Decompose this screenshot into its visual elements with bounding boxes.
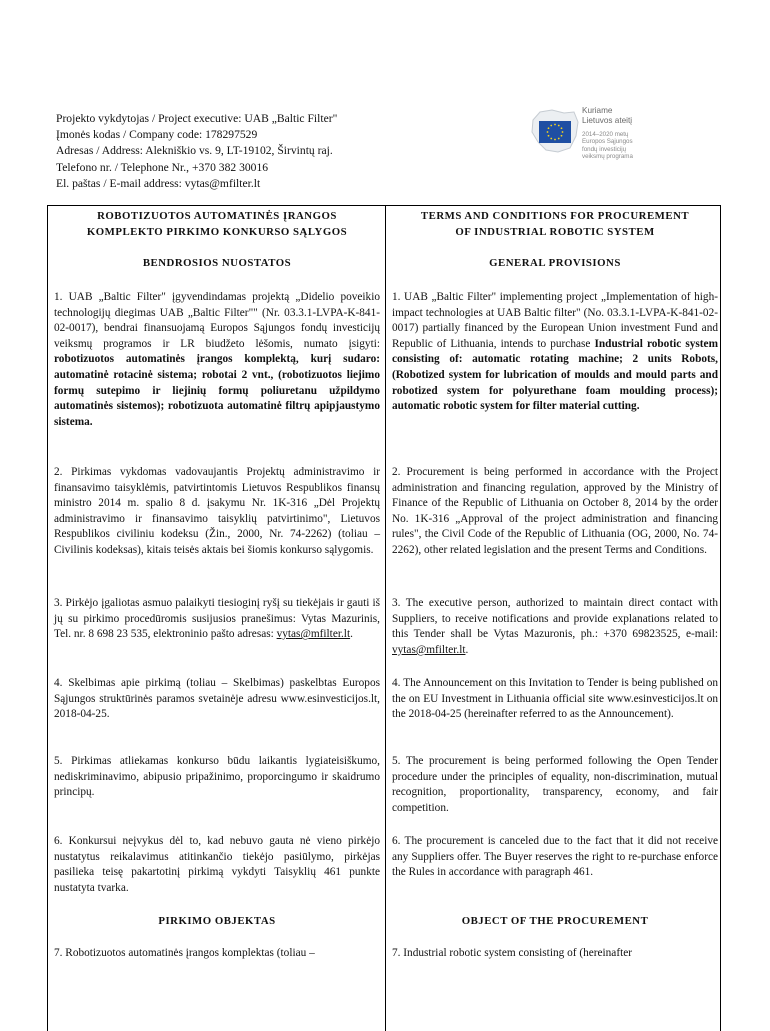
eu-star-icon [558,125,560,127]
eu-star-icon [561,127,563,129]
eu-star-icon [562,131,564,133]
en-paragraph-6: 6. The procurement is canceled due to the fact that it did not receive any Suppliers offer. The Buyer reserves the right to re-purchase enforce the Rules in accordance with paragraph 461. [392,835,718,879]
lt-p1-text: 1. UAB „Baltic Filter" įgyvendindamas projektą „Didelio poveikio technologijų diegimas UAB „Baltic Filter"" (Nr. 03.3.1-LVPA-K-841-02-0017), bendrai finansuojamą Europos Sąjungos fondų investicijų veiksmų programos ir LR biudžeto lėšomis, numato įsigyti: [54,291,380,350]
en-p3-email-link[interactable]: vytas@mfilter.lt [392,643,466,656]
en-title-line-1: TERMS AND CONDITIONS FOR PROCUREMENT [420,210,690,222]
logo-sub-3: fondų investicijų [582,145,627,153]
lithuania-map-flag-icon [530,106,580,166]
terms-table [47,205,721,1031]
lt-p3-email-link[interactable]: vytas@mfilter.lt [276,628,351,641]
en-title [392,209,718,240]
lt-title [54,209,380,240]
eu-star-icon [554,124,556,126]
eu-star-icon [548,135,550,137]
logo-sub-2: Europos Sąjungos [582,138,633,146]
logo-sub-1: 2014–2020 metų [582,131,629,138]
en-title-line-2: OF INDUSTRIAL ROBOTIC SYSTEM [455,225,655,238]
en-paragraph-4: 4. The Announcement on this Invitation to Tender is being published on the on EU Investment in Lithuania official site www.esinvesticijos.lt on the 2018-04-25 (hereinafter referred to as the Announcement). [392,677,718,721]
eu-star-icon [550,125,552,127]
logo-title-1: Kuriame [582,106,613,115]
lt-p3-end: . [350,628,353,641]
lt-paragraph-5: 5. Pirkimas atliekamas konkurso būdu laikantis lygiateisiškumo, nediskriminavimo, abipusio pripažinimo, proporcingumo ir skaidrumo principų. [54,755,380,799]
lt-paragraph-1 [54,290,380,430]
en-paragraph-1 [392,290,718,415]
lt-title-line-2: KOMPLEKTO PIRKIMO KONKURSO SĄLYGOS [86,225,348,238]
eu-star-icon [561,135,563,137]
eu-star-icon [554,139,556,141]
project-header [56,111,337,192]
eu-star-icon [547,131,549,133]
email-line: El. paštas / E-mail address: vytas@mfilter.lt [56,176,261,190]
lt-paragraph-7: 7. Robotizuotos automatinės įrangos komplektas (toliau – [54,947,315,959]
en-paragraph-7: 7. Industrial robotic system consisting of (hereinafter [392,947,632,959]
address-line: Adresas / Address: Alekniškio vs. 9, LT-19102, Širvintų raj. [56,144,333,158]
eu-star-icon [558,138,560,140]
eu-star-icon [550,138,552,140]
logo-subtitle [582,131,633,161]
lt-section-general: BENDROSIOS NUOSTATOS [142,257,292,269]
en-p1-bold: Industrial robotic system consisting of: automatic rotating machine; 2 units Robots, (Robotized system for lubrication of moulds and mould parts and robotized system for polyurethane foam moulding process); automatic robotic system for filter material cutting. [392,337,718,413]
lt-p1-bold: robotizuotos automatinės įrangos komplektą, kurį sudaro: automatinė rotacinė sistema; robotai 2 vnt., (robotizuotos liejimo formų sutepimo ir liejinių formų poliuretanu užpildymo automatinės sistemos); robotizuota automatinė filtrų apipjaustymo sistema. [54,353,380,428]
lt-paragraph-6: 6. Konkursui neįvykus dėl to, kad nebuvo gauta nė vieno pirkėjo nustatytus reikalavimus atitinkančio tiekėjo pasiūlymo, pirkėjas pasilieka teisę pakartotinį pirkimą vykdyti Taisyklių 461 punkte nustatyta tvarka. [54,835,380,894]
column-divider [385,206,386,1031]
lt-title-line-1: ROBOTIZUOTOS AUTOMATINĖS ĮRANGOS [97,210,337,222]
company-code-line: Įmonės kodas / Company code: 178297529 [56,128,258,142]
en-paragraph-5: 5. The procurement is being performed following the Open Tender procedure under the principles of equality, non-discrimination, mutual recognition, proportionality, transparency, economy, and fair competition. [392,755,718,814]
lt-paragraph-3 [54,596,380,643]
project-executive-line: Projekto vykdytojas / Project executive: UAB „Baltic Filter" [56,112,338,125]
lt-section-object: PIRKIMO OBJEKTAS [158,915,276,927]
eu-star-icon [548,127,550,129]
logo-title-2: Lietuvos ateitį [582,115,633,125]
en-section-object: OBJECT OF THE PROCUREMENT [461,915,649,927]
en-p3-end: . [465,643,469,656]
en-paragraph-3 [392,596,718,658]
en-paragraph-2: 2. Procurement is being performed in accordance with the Project administration and financing regulation, approved by the Ministry of Finance of the Republic of Lithuania on October 8, 2014 by the order No. 1K-316 „Approval of the project administration and financing rules", the Civil Code of the Republic of Lithuania (OG, 2000, No. 74-2262), other related legislation and the present Terms and Conditions. [392,466,718,556]
eu-funds-logo [530,106,670,166]
lt-paragraph-2: 2. Pirkimas vykdomas vadovaujantis Projektų administravimo ir finansavimo taisyklėmis, patvirtintomis Lietuvos Respublikos finansų ministro 2014 m. spalio 8 d. įsakymu Nr. 1K-316 „Dėl Projektų administravimo ir finansavimo taisyklių patvirtinimo", Lietuvos Respublikos civiliniu kodeksu (Žin., 2000, Nr. 74-2262) (toliau – Civilinis kodeksas), kitais teisės aktais bei šiomis konkurso sąlygomis. [54,466,380,556]
lt-paragraph-4: 4. Skelbimas apie pirkimą (toliau – Skelbimas) paskelbtas Europos Sąjungos struktūrinės paramos svetainėje adresu www.esinvesticijos.lt, 2018-04-25. [54,677,380,721]
en-p3-text: 3. The executive person, authorized to maintain direct contact with Suppliers, to receive notifications and provide explanations related to this Tender shall be Vytas Mazuronis, ph.: +370 69823525, e-mail: [392,597,718,641]
lt-p3-text: 3. Pirkėjo įgaliotas asmuo palaikyti tiesioginį ryšį su tiekėjais ir gauti iš jų su pirkimo procedūromis susijusios pranešimus: Vytas Mazurinis, Tel. nr. 8 698 23 535, elektroninio pašto adresas: [54,597,380,641]
logo-sub-4: veiksmų programa [582,153,633,161]
en-section-general: GENERAL PROVISIONS [489,257,621,269]
telephone-line: Telefono nr. / Telephone Nr., +370 382 30016 [56,160,269,174]
en-p1-text: 1. UAB „Baltic Filter" implementing project „Implementation of high-impact technologies at UAB Baltic filter" (No. 03.3.1-LVPA-K-841-02-0017) partially financed by the European Union investment Fund and Republic of Lithuania, intends to purchase [392,291,718,350]
